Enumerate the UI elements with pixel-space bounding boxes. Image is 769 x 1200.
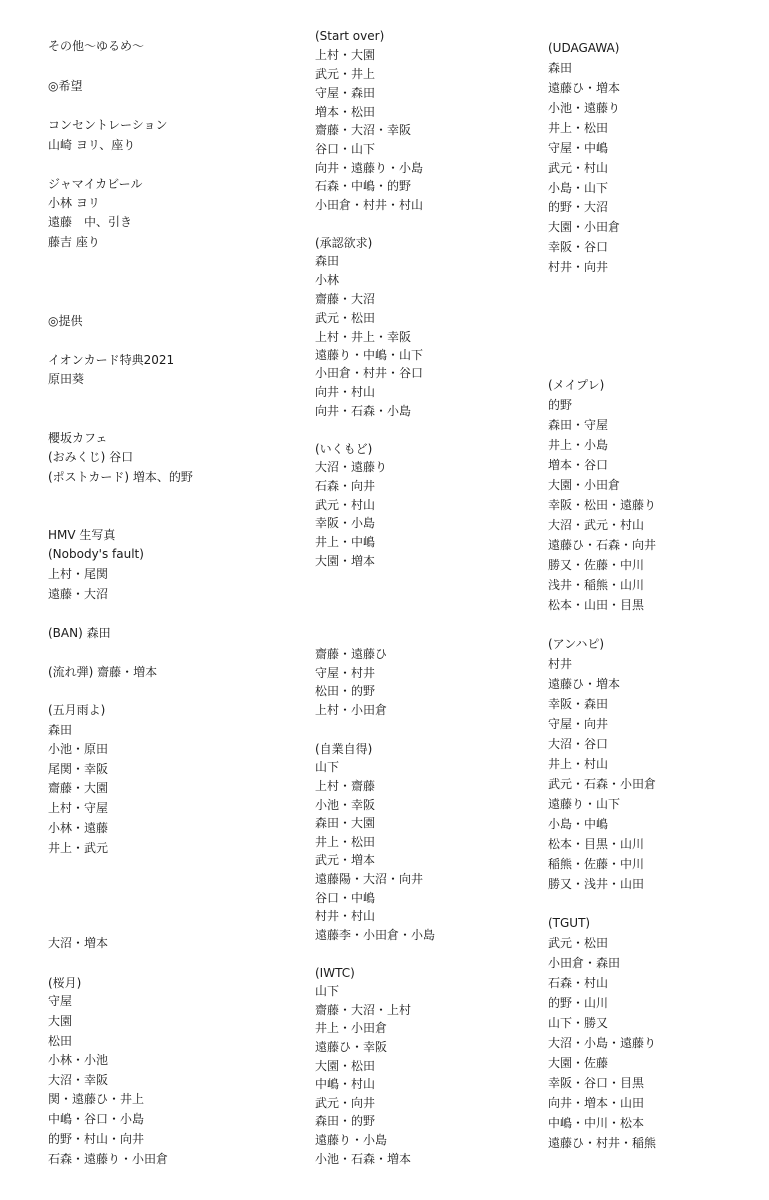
text-line: 井上・中嶋 [315,535,376,549]
text-line: 上村・齋藤 [315,779,376,793]
text-line: 尾関・幸阪 [48,762,109,776]
text-line: 遠藤り・小島 [315,1133,388,1147]
text-line: (自業自得) [315,742,373,756]
text-line: 齋藤・遠藤ひ [315,647,388,661]
text-line: 村井・向井 [548,260,609,274]
text-line: (いくもど) [315,442,373,456]
text-line: 櫻坂カフェ [48,431,108,445]
text-line: 小田倉・村井・村山 [315,198,424,212]
text-line: 中嶋・中川・松本 [548,1116,645,1130]
text-line: 齋藤・大沼・幸阪 [315,123,412,137]
text-line: 遠藤ひ・村井・稲熊 [548,1136,657,1150]
text-line: 小林 ヨリ [48,196,100,210]
text-line: 齋藤・大沼 [315,292,376,306]
text-line: 小田倉・森田 [548,956,621,970]
text-line: 中嶋・谷口・小島 [48,1112,145,1126]
text-line: 的野・山川 [548,996,609,1010]
text-line: 小池・石森・増本 [315,1152,412,1166]
text-line: 的野 [548,398,573,412]
text-line: 武元・村山 [548,161,609,175]
text-line: 齋藤・大沼・上村 [315,1003,412,1017]
text-line: 小田倉・村井・谷口 [315,366,424,380]
text-line: イオンカード特典2021 [48,353,175,367]
text-line: 大沼・幸阪 [48,1073,109,1087]
text-line: 小林・小池 [48,1053,109,1067]
text-line: 幸阪・森田 [548,697,609,711]
text-line: 遠藤ひ・石森・向井 [548,538,657,552]
text-line: (IWTC) [315,966,355,980]
text-line: 遠藤ひ・幸阪 [315,1040,388,1054]
text-line: 遠藤ひ・増本 [548,81,621,95]
text-line: 松本・目黒・山川 [548,837,645,851]
text-line: 石森・村山 [548,976,609,990]
text-line: 森田 [48,723,73,737]
text-line: ◎希望 [48,79,83,93]
text-line: 大沼・武元・村山 [548,518,645,532]
text-line: 向井・増本・山田 [548,1096,645,1110]
text-line: 森田・的野 [315,1114,376,1128]
text-line: 齋藤・大園 [48,781,109,795]
text-line: 勝又・佐藤・中川 [548,558,645,572]
text-line: (TGUT) [548,916,591,930]
text-line: ◎提供 [48,314,83,328]
text-line: 遠藤り・山下 [548,797,621,811]
text-line: コンセントレーション [48,118,168,132]
text-line: 大園・松田 [315,1059,376,1073]
text-line: 幸阪・小島 [315,516,376,530]
text-line: (おみくじ) 谷口 [48,450,134,464]
text-line: 上村・井上・幸阪 [315,330,412,344]
text-line: 大園 [48,1014,73,1028]
text-line: 武元・石森・小田倉 [548,777,657,791]
text-line: ジャマイカビール [48,177,143,191]
text-line: 向井・遠藤り・小島 [315,161,424,175]
text-line: 森田・守屋 [548,418,609,432]
text-line: 守屋・向井 [548,717,609,731]
text-line: 的野・大沼 [548,200,609,214]
text-line: (流れ弾) 齋藤・増本 [48,665,158,679]
text-line: 石森・中嶋・的野 [315,179,412,193]
text-line: その他〜ゆるめ〜 [48,39,145,53]
text-line: (UDAGAWA) [548,41,620,55]
text-line: 武元・向井 [315,1096,376,1110]
text-line: 谷口・中嶋 [315,891,376,905]
text-line: 小池・原田 [48,742,109,756]
text-line: 森田 [548,61,573,75]
text-line: 向井・村山 [315,385,376,399]
text-line: 遠藤李・小田倉・小島 [315,928,436,942]
text-line: 山下 [315,760,340,774]
text-line: 武元・村山 [315,498,376,512]
text-line: (承認欲求) [315,236,373,250]
text-line: 武元・増本 [315,853,376,867]
text-line: (BAN) 森田 [48,626,111,640]
text-line: 浅井・稲熊・山川 [548,578,645,592]
text-line: 井上・村山 [548,757,609,771]
text-line: 大園・佐藤 [548,1056,609,1070]
text-line: 小島・山下 [548,181,609,195]
text-line: 増本・松田 [315,105,376,119]
text-line: 山崎 ヨリ、座り [48,138,136,152]
text-line: 原田葵 [48,372,85,386]
text-line: 関・遠藤ひ・井上 [48,1092,145,1106]
text-line: 遠藤り・中嶋・山下 [315,348,424,362]
text-line: 遠藤 中、引き [48,215,133,229]
text-line: (アンハピ) [548,637,605,651]
text-line: 井上・武元 [48,841,109,855]
text-line: 小池・幸阪 [315,798,376,812]
text-line: 上村・大園 [315,48,376,62]
text-line: 勝又・浅井・山田 [548,877,645,891]
text-line: 武元・井上 [315,67,376,81]
text-line: (メイプレ) [548,378,605,392]
text-line: 武元・松田 [548,936,609,950]
text-line: 谷口・山下 [315,142,376,156]
text-line: 井上・小田倉 [315,1021,388,1035]
text-line: 森田 [315,254,340,268]
text-line: 松本・山田・目黒 [548,598,645,612]
text-line: 稲熊・佐藤・中川 [548,857,645,871]
text-line: HMV 生写真 [48,528,116,542]
text-line: 中嶋・村山 [315,1077,376,1091]
text-line: 上村・小田倉 [315,703,388,717]
text-line: 大沼・遠藤り [315,460,388,474]
text-line: 幸阪・谷口 [548,240,609,254]
text-line: 守屋・村井 [315,666,376,680]
text-line: 森田・大園 [315,816,376,830]
text-line: 小島・中嶋 [548,817,609,831]
text-line: (桜月) [48,976,82,990]
text-line: (ポストカード) 増本、的野 [48,470,193,484]
text-line: 石森・向井 [315,479,376,493]
text-line: 小林 [315,273,340,287]
text-line: (五月雨よ) [48,703,106,717]
text-line: 遠藤陽・大沼・向井 [315,872,424,886]
text-line: 山下 [315,984,340,998]
text-line: 藤吉 座り [48,235,100,249]
text-line: 守屋 [48,994,73,1008]
text-line: 大沼・増本 [48,936,109,950]
text-line: 石森・遠藤り・小田倉 [48,1152,169,1166]
text-line: 井上・松田 [548,121,609,135]
text-line: 武元・松田 [315,311,376,325]
text-line: 山下・勝又 [548,1016,609,1030]
text-line: 小池・遠藤り [548,101,621,115]
text-line: 松田・的野 [315,684,376,698]
text-line: 村井 [548,657,573,671]
text-line: 大沼・小島・遠藤り [548,1036,657,1050]
text-line: 的野・村山・向井 [48,1132,145,1146]
text-line: 守屋・森田 [315,86,376,100]
text-line: 大園・小田倉 [548,220,621,234]
text-line: 向井・石森・小島 [315,404,412,418]
text-line: 井上・小島 [548,438,609,452]
text-line: 小林・遠藤 [48,821,109,835]
text-line: 上村・守屋 [48,801,109,815]
text-line: 幸阪・松田・遠藤り [548,498,657,512]
text-line: 松田 [48,1034,73,1048]
text-line: 守屋・中嶋 [548,141,609,155]
text-line: 大沼・谷口 [548,737,609,751]
text-line: 遠藤ひ・増本 [548,677,621,691]
text-line: 大園・小田倉 [548,478,621,492]
text-line: 村井・村山 [315,909,376,923]
text-line: 上村・尾関 [48,567,109,581]
text-line: 大園・増本 [315,554,376,568]
text-line: (Start over) [315,29,385,43]
text-line: 幸阪・谷口・目黒 [548,1076,645,1090]
text-line: (Nobody's fault) [48,547,144,561]
text-line: 遠藤・大沼 [48,587,109,601]
text-line: 増本・谷口 [548,458,609,472]
text-line: 井上・松田 [315,835,376,849]
